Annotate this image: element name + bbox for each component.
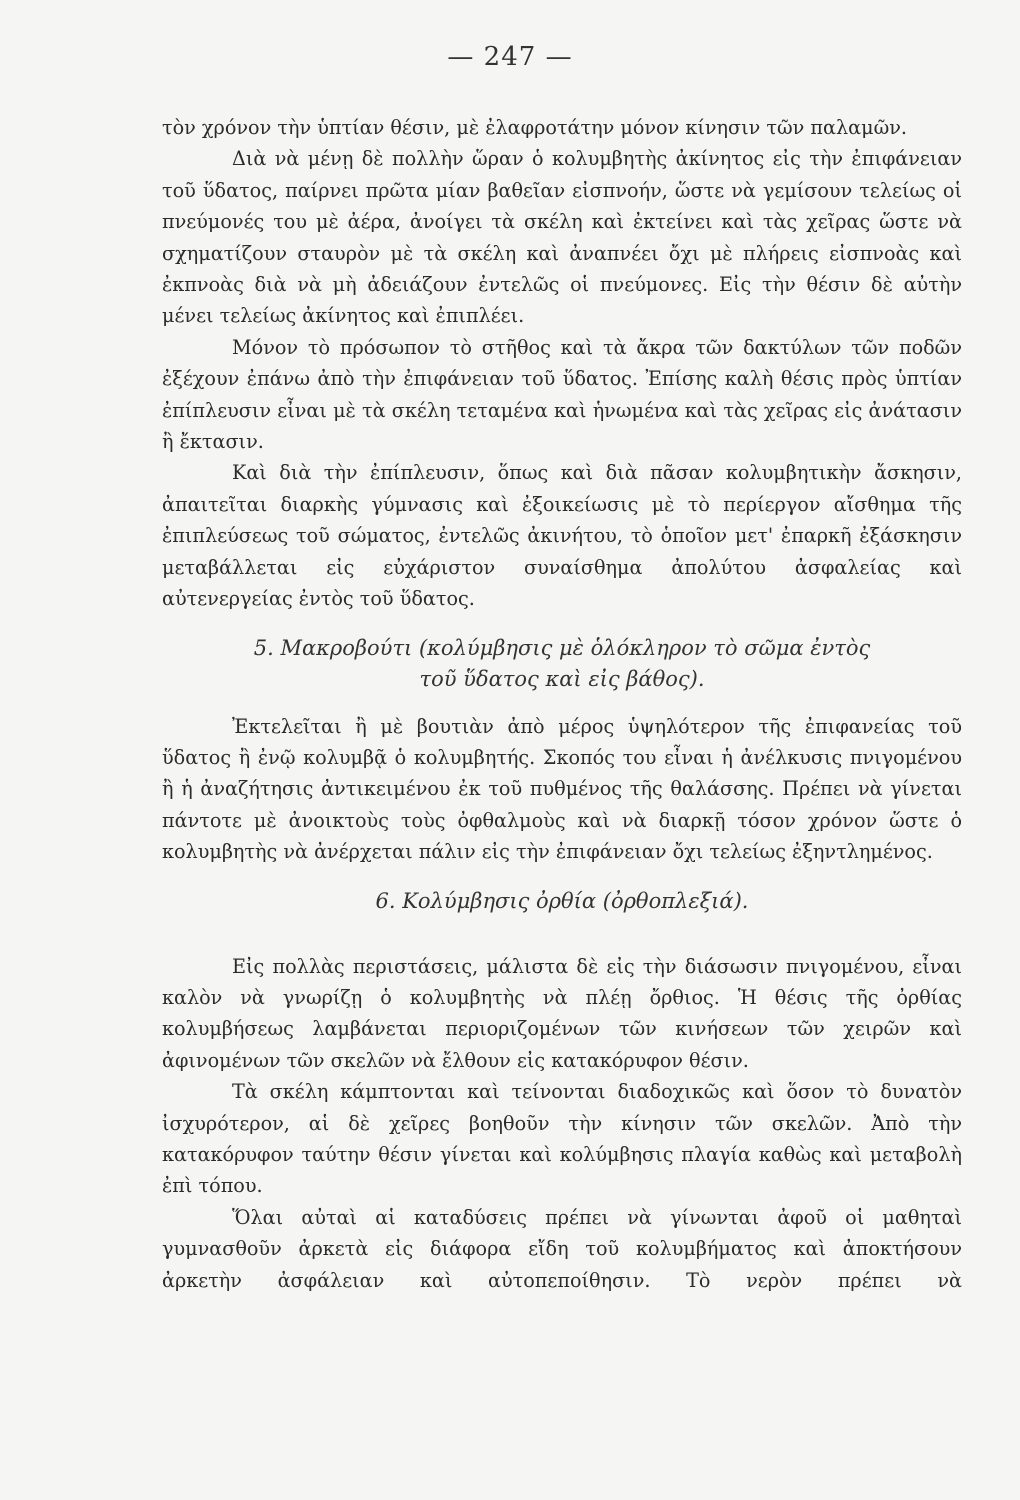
- paragraph-diving: Ἐκτελεῖται ἢ μὲ βουτιὰν ἀπὸ μέρος ὑψηλότερον τῆς ἐπιφανείας τοῦ ὕδατος ἢ ἐνῷ κολυμβᾷ ὁ κολυμβητής. Σκοπός του εἶναι ἡ ἀνέλκυσις πνιγομένου ἢ ἡ ἀναζήτησις ἀντικειμένου ἐκ τοῦ πυθμένος τῆς θαλάσσης. Πρέπει νὰ γίνεται πάντοτε μὲ ἀνοικτοὺς τοὺς ὀφθαλμοὺς καὶ νὰ διαρκῇ τόσον χρόνον ὥστε ὁ κολυμβητὴς νὰ ἀνέρχεται πάλιν εἰς τὴν ἐπιφάνειαν ὄχι τελείως ἐξηντλημένος.: [162, 714, 962, 864]
- paragraph-upright-swimming: Εἰς πολλὰς περιστάσεις, μάλιστα δὲ εἰς τὴν διάσωσιν πνιγομένου, εἶναι καλὸν νὰ γνωρίζῃ ὁ κολυμβητὴς νὰ πλέῃ ὄρθιος. Ἡ θέσις τῆς ὀρθίας κολυμβήσεως λαμβάνεται περιοριζομένων τῶν κινήσεων τῶν χειρῶν καὶ ἀφινομένων τῶν σκελῶν νὰ ἔλθουν εἰς κατακόρυφον θέσιν.: [162, 954, 962, 1072]
- body-text: [162, 112, 962, 1296]
- paragraph-practice: Καὶ διὰ τὴν ἐπίπλευσιν, ὅπως καὶ διὰ πᾶσαν κολυμβητικὴν ἄσκησιν, ἀπαιτεῖται διαρκὴς γύμνασις καὶ ἐξοικείωσις μὲ τὸ περίεργον αἴσθημα τῆς ἐπιπλεύσεως τοῦ σώματος, ἐντελῶς ἀκινήτου, τὸ ὁποῖον μετ' ἐπαρκῆ ἐξάσκησιν μεταβάλλεται εἰς εὐχάριστον συναίσθημα ἀπολύτου ἀσφαλείας καὶ αὐτενεργείας ἐντὸς τοῦ ὕδατος.: [162, 461, 962, 611]
- section-heading-5-line-1: 5. Μακροβούτι (κολύμβησις μὲ ὁλόκληρον τὸ σῶμα ἐντὸς: [253, 635, 871, 660]
- page-number: — 247 —: [447, 42, 573, 72]
- paragraph-leg-movement: Τὰ σκέλη κάμπτονται καὶ τείνονται διαδοχικῶς καὶ ὅσον τὸ δυνατὸν ἰσχυρότερον, αἱ δὲ χεῖρες βοηθοῦν τὴν κίνησιν τῶν σκελῶν. Ἀπὸ τὴν κατακόρυφον ταύτην θέσιν γίνεται καὶ κολύμβησις πλαγία καθὼς καὶ μεταβολὴ ἐπὶ τόπου.: [162, 1080, 962, 1198]
- paragraph-continuation: τὸν χρόνον τὴν ὑπτίαν θέσιν, μὲ ἐλαφροτάτην μόνον κίνησιν τῶν παλαμῶν.: [162, 116, 907, 139]
- section-heading-5-line-2: τοῦ ὕδατος καὶ εἰς βάθος).: [419, 666, 705, 691]
- paragraph-closing: Ὅλαι αὐταὶ αἱ καταδύσεις πρέπει νὰ γίνωνται ἀφοῦ οἱ μαθηταὶ γυμνασθοῦν ἀρκετὰ εἰς διάφορα εἴδη τοῦ κολυμβήματος καὶ ἀποκτήσουν ἀρκετὴν ἀσφάλειαν καὶ αὐτοπεποίθησιν. Τὸ νερὸν πρέπει νὰ: [162, 1205, 962, 1292]
- section-heading-6: 6. Κολύμβησις ὀρθία (ὀρθοπλεξιά).: [375, 888, 749, 913]
- paragraph-floating-position: Διὰ νὰ μένῃ δὲ πολλὴν ὥραν ὁ κολυμβητὴς ἀκίνητος εἰς τὴν ἐπιφάνειαν τοῦ ὕδατος, παίρνει πρῶτα μίαν βαθεῖαν εἰσπνοήν, ὥστε νὰ γεμίσουν τελείως οἱ πνεύμονές του μὲ ἀέρα, ἀνοίγει τὰ σκέλη καὶ ἐκτείνει καὶ τὰς χεῖρας ὥστε νὰ σχηματίζουν σταυρὸν μὲ τὰ σκέλη καὶ ἀναπνέει ὄχι μὲ πλήρεις εἰσπνοὰς καὶ ἐκπνοὰς διὰ νὰ μὴ ἀδειάζουν ἐντελῶς οἱ πνεύμονες. Εἰς τὴν θέσιν δὲ αὐτὴν μένει τελείως ἀκίνητος καὶ ἐπιπλέει.: [162, 147, 962, 328]
- section-heading-5: [162, 633, 962, 695]
- paragraph-face-above-water: Μόνον τὸ πρόσωπον τὸ στῆθος καὶ τὰ ἄκρα τῶν δακτύλων τῶν ποδῶν ἐξέχουν ἐπάνω ἀπὸ τὴν ἐπιφάνειαν τοῦ ὕδατος. Ἐπίσης καλὴ θέσις πρὸς ὑπτίαν ἐπίπλευσιν εἶναι μὲ τὰ σκέλη τεταμένα καὶ ἡνωμένα καὶ τὰς χεῖρας εἰς ἀνάτασιν ἢ ἔκτασιν.: [162, 335, 962, 454]
